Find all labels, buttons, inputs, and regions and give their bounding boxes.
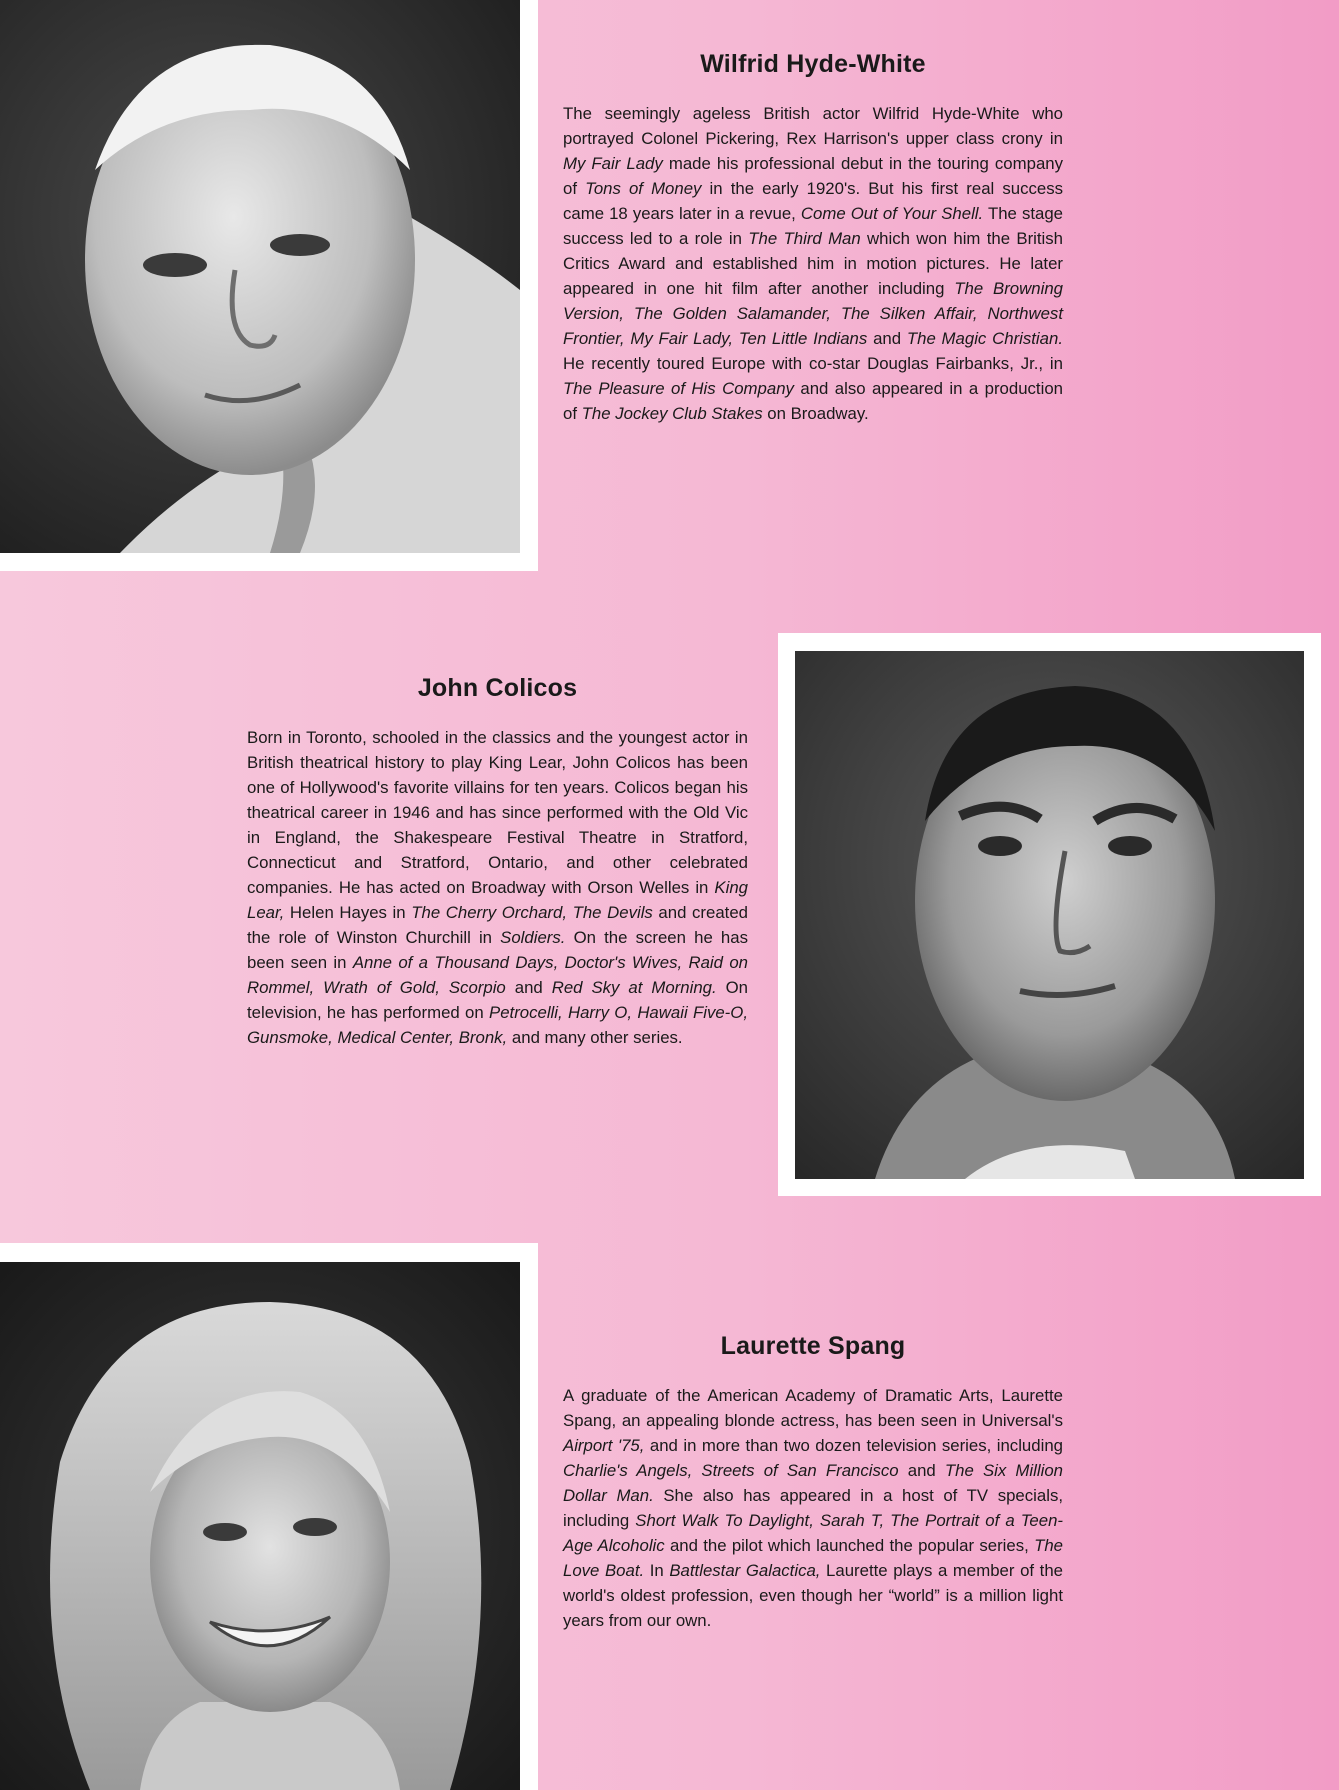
- italic-title: Red Sky at Morning.: [551, 978, 717, 997]
- bio-paragraph: A graduate of the American Academy of Dramatic Arts, Laurette Spang, an appealing blonde actress, has been seen in Universal's Airport '75, and in more than two dozen television series, including Charlie's Angels, Streets of San Francisco and The Six Million Dollar Man. She also has appeared in a host of TV specials, including Short Walk To Daylight, Sarah T, The Portrait of a Teen-Age Alcoholic and the pilot which launched the popular series, The Love Boat. In Battlestar Galactica, Laurette plays a member of the world's oldest profession, even though her “world” is a million light years from our own.: [563, 1386, 1063, 1630]
- portrait-photo-hyde-white: [0, 0, 520, 553]
- bio-paragraph: Born in Toronto, schooled in the classics and the youngest actor in British theatrical history to play King Lear, John Colicos has been one of Hollywood's favorite villains for ten years. Colicos began his theatrical career in 1946 and has since performed with the Old Vic in England, the Shakespeare Festival Theatre in Stratford, Connecticut and Stratford, Ontario, and other celebrated companies. He has acted on Broadway with Orson Welles in King Lear, Helen Hayes in The Cherry Orchard, The Devils and created the role of Winston Churchill in Soldiers. On the screen he has been seen in Anne of a Thousand Days, Doctor's Wives, Raid on Rommel, Wrath of Gold, Scorpio and Red Sky at Morning. On television, he has performed on Petrocelli, Harry O, Hawaii Five-O, Gunsmoke, Medical Center, Bronk, and many other series.: [247, 728, 749, 1047]
- italic-title: The Magic Christian.: [906, 329, 1063, 348]
- italic-title: Anne of a Thousand Days, Doctor's Wives, Raid on Rommel, Wrath of Gold, Scorpio: [247, 953, 748, 997]
- actor-name-heading: John Colicos: [417, 674, 578, 702]
- italic-title: My Fair Lady: [563, 154, 663, 173]
- portrait-photo-colicos: [795, 651, 1304, 1179]
- italic-title: The Cherry Orchard, The Devils: [411, 903, 653, 922]
- italic-title: Battlestar Galactica,: [669, 1561, 821, 1580]
- italic-title: Tons of Money: [585, 179, 702, 198]
- italic-title: King Lear,: [247, 878, 748, 922]
- italic-title: Petrocelli, Harry O, Hawaii Five-O, Gunsmoke, Medical Center, Bronk,: [247, 1003, 748, 1047]
- italic-title: The Third Man: [748, 229, 861, 248]
- italic-title: Come Out of Your Shell.: [800, 204, 984, 223]
- italic-title: Short Walk To Daylight, Sarah T, The Portrait of a Teen-Age Alcoholic: [563, 1511, 1063, 1555]
- bio-paragraph: The seemingly ageless British actor Wilfrid Hyde-White who portrayed Colonel Pickering, Rex Harrison's upper class crony in My Fair Lady made his professional debut in the touring company of Tons of Money in the early 1920's. But his first real success came 18 years later in a revue, Come Out of Your Shell. The stage success led to a role in The Third Man which won him the British Critics Award and established him in motion pictures. He later appeared in one hit film after another including The Browning Version, The Golden Salamander, The Silken Affair, Northwest Frontier, My Fair Lady, Ten Little Indians and The Magic Christian. He recently toured Europe with co-star Douglas Fairbanks, Jr., in The Pleasure of His Company and also appeared in a production of The Jockey Club Stakes on Broadway.: [563, 104, 1064, 423]
- italic-title: The Pleasure of His Company: [563, 379, 794, 398]
- italic-title: The Browning Version, The Golden Salamander, The Silken Affair, Northwest Frontier, My Fair Lady, Ten Little Indians: [563, 279, 1063, 348]
- bio-spang: [563, 1332, 1063, 1633]
- actor-name-heading: Wilfrid Hyde-White: [700, 50, 926, 78]
- italic-title: The Love Boat.: [563, 1536, 1063, 1580]
- italic-title: Charlie's Angels, Streets of San Francisco: [563, 1461, 899, 1480]
- bio-hyde-white: [563, 50, 1063, 426]
- portrait-photo-spang: [0, 1262, 520, 1790]
- italic-title: The Six Million Dollar Man.: [563, 1461, 1063, 1505]
- italic-title: Soldiers.: [500, 928, 566, 947]
- italic-title: The Jockey Club Stakes: [581, 404, 763, 423]
- italic-title: Airport '75,: [563, 1436, 645, 1455]
- actor-name-heading: Laurette Spang: [720, 1332, 906, 1360]
- bio-colicos: [247, 674, 748, 1050]
